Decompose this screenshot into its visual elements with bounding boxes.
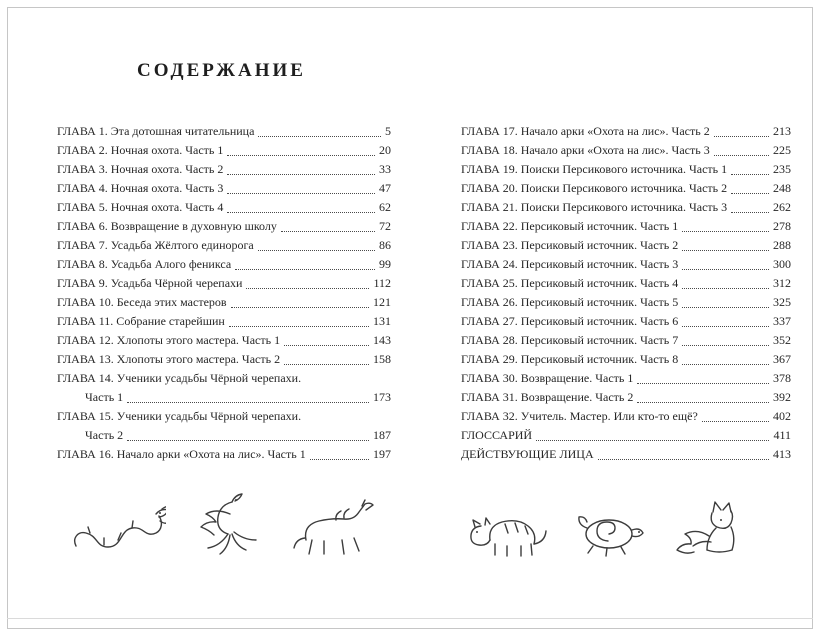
illustration-row-right bbox=[472, 498, 732, 558]
chapter-title: ГЛАВА 20. Поиски Персикового источника. Часть 2 bbox=[461, 181, 728, 195]
toc-entry bbox=[57, 445, 391, 464]
page-number: 392 bbox=[773, 390, 791, 404]
dot-leader bbox=[682, 231, 769, 232]
dot-leader bbox=[682, 269, 769, 270]
page-number: 262 bbox=[773, 200, 791, 214]
chapter-title: ГЛАВА 32. Учитель. Мастер. Или кто-то ещё? bbox=[461, 409, 698, 423]
toc-entry bbox=[461, 369, 791, 388]
qilin-illustration bbox=[292, 498, 384, 558]
page-number: 337 bbox=[773, 314, 791, 328]
toc-entry bbox=[57, 312, 391, 331]
dot-leader bbox=[682, 345, 769, 346]
dot-leader bbox=[682, 364, 769, 365]
dot-leader bbox=[127, 440, 369, 441]
chapter-title: ГЛАВА 14. Ученики усадьбы Чёрной черепахи. bbox=[57, 371, 302, 385]
chapter-title: ГЛАВА 15. Ученики усадьбы Чёрной черепахи. bbox=[57, 409, 302, 423]
chapter-title: ГЛАВА 13. Хлопоты этого мастера. Часть 2 bbox=[57, 352, 281, 366]
chapter-title: ГЛАВА 26. Персиковый источник. Часть 5 bbox=[461, 295, 679, 309]
chapter-title: ГЛАВА 22. Персиковый источник. Часть 1 bbox=[461, 219, 679, 233]
chapter-title: ГЛАВА 27. Персиковый источник. Часть 6 bbox=[461, 314, 679, 328]
toc-entry bbox=[461, 388, 791, 407]
chapter-title: ГЛАВА 25. Персиковый источник. Часть 4 bbox=[461, 276, 679, 290]
toc-entry bbox=[461, 236, 791, 255]
chapter-title: ГЛАВА 28. Персиковый источник. Часть 7 bbox=[461, 333, 679, 347]
toc-entry bbox=[57, 293, 391, 312]
toc-entry bbox=[461, 179, 791, 198]
page-number: 197 bbox=[373, 447, 391, 461]
chapter-title: ГЛАВА 3. Ночная охота. Часть 2 bbox=[57, 162, 224, 176]
tiger-illustration bbox=[465, 500, 549, 558]
dot-leader bbox=[731, 174, 769, 175]
chapter-title: ГЛАВА 18. Начало арки «Охота на лис». Часть 3 bbox=[461, 143, 710, 157]
dot-leader bbox=[246, 288, 369, 289]
dot-leader bbox=[731, 193, 769, 194]
toc-entry bbox=[461, 331, 791, 350]
chapter-title: ГЛАВА 5. Ночная охота. Часть 4 bbox=[57, 200, 224, 214]
dot-leader bbox=[714, 155, 769, 156]
chapter-title: ГЛАВА 11. Собрание старейшин bbox=[57, 314, 225, 328]
page-number: 225 bbox=[773, 143, 791, 157]
dot-leader bbox=[227, 155, 375, 156]
page-number: 402 bbox=[773, 409, 791, 423]
toc-entry bbox=[461, 122, 791, 141]
page-number: 248 bbox=[773, 181, 791, 195]
dot-leader bbox=[731, 212, 769, 213]
chapter-title: ГЛАВА 6. Возвращение в духовную школу bbox=[57, 219, 277, 233]
chapter-title: ГЛАВА 1. Эта дотошная читательница bbox=[57, 124, 255, 138]
page-number: 131 bbox=[373, 314, 391, 328]
page-number: 288 bbox=[773, 238, 791, 252]
toc-entry bbox=[57, 217, 391, 236]
chapter-title: ГЛАВА 23. Персиковый источник. Часть 2 bbox=[461, 238, 679, 252]
chapter-title: ГЛАВА 31. Возвращение. Часть 2 bbox=[461, 390, 634, 404]
page-number: 33 bbox=[379, 162, 391, 176]
page-number: 378 bbox=[773, 371, 791, 385]
page-number: 86 bbox=[379, 238, 391, 252]
toc-entry bbox=[461, 274, 791, 293]
toc-entry bbox=[461, 255, 791, 274]
chapter-title: ГЛАВА 7. Усадьба Жёлтого единорога bbox=[57, 238, 254, 252]
dot-leader bbox=[702, 421, 769, 422]
page-number: 99 bbox=[379, 257, 391, 271]
fox-illustration bbox=[669, 498, 739, 558]
toc-entry bbox=[57, 160, 391, 179]
illustration-row-left bbox=[62, 492, 392, 558]
dot-leader bbox=[714, 136, 769, 137]
dot-leader bbox=[598, 459, 769, 460]
dot-leader bbox=[227, 212, 375, 213]
chapter-title: ГЛАВА 16. Начало арки «Охота на лис». Часть 1 bbox=[57, 447, 306, 461]
toc-entry bbox=[57, 331, 391, 350]
page-number: 300 bbox=[773, 257, 791, 271]
dot-leader bbox=[229, 326, 369, 327]
dot-leader bbox=[127, 402, 369, 403]
toc-entry bbox=[461, 426, 791, 445]
chapter-title: ГЛАВА 24. Персиковый источник. Часть 3 bbox=[461, 257, 679, 271]
toc-entry bbox=[57, 274, 391, 293]
toc-entry bbox=[57, 369, 391, 407]
toc-entry bbox=[461, 217, 791, 236]
dot-leader bbox=[637, 402, 769, 403]
chapter-title: ГЛАВА 8. Усадьба Алого феникса bbox=[57, 257, 232, 271]
dot-leader bbox=[310, 459, 369, 460]
chapter-title: ГЛАВА 2. Ночная охота. Часть 1 bbox=[57, 143, 224, 157]
toc-entry bbox=[461, 445, 791, 464]
page-number: 312 bbox=[773, 276, 791, 290]
toc-entry bbox=[461, 293, 791, 312]
toc-entry bbox=[57, 255, 391, 274]
turtle-illustration bbox=[569, 502, 649, 558]
chapter-title: ГЛАВА 29. Персиковый источник. Часть 8 bbox=[461, 352, 679, 366]
dot-leader bbox=[227, 193, 375, 194]
dot-leader bbox=[682, 326, 769, 327]
page-number: 278 bbox=[773, 219, 791, 233]
dot-leader bbox=[235, 269, 375, 270]
chapter-title: ГЛАВА 17. Начало арки «Охота на лис». Часть 2 bbox=[461, 124, 710, 138]
page-edge-line bbox=[7, 618, 813, 619]
dot-leader bbox=[231, 307, 369, 308]
chapter-part: Часть 1 bbox=[85, 390, 124, 404]
toc-entry bbox=[57, 236, 391, 255]
chapter-title: ГЛАВА 21. Поиски Персикового источника. Часть 3 bbox=[461, 200, 728, 214]
toc-entry bbox=[461, 407, 791, 426]
page-number: 143 bbox=[373, 333, 391, 347]
page-number: 213 bbox=[773, 124, 791, 138]
dot-leader bbox=[258, 250, 375, 251]
toc-entry bbox=[57, 179, 391, 198]
toc-entry bbox=[57, 407, 391, 445]
phoenix-illustration bbox=[192, 492, 266, 558]
page-number: 72 bbox=[379, 219, 391, 233]
page-number: 47 bbox=[379, 181, 391, 195]
page-number: 20 bbox=[379, 143, 391, 157]
dot-leader bbox=[284, 364, 369, 365]
toc-entry bbox=[57, 122, 391, 141]
page-number: 112 bbox=[373, 276, 391, 290]
chapter-part: Часть 2 bbox=[85, 428, 124, 442]
chapter-title: ГЛОССАРИЙ bbox=[461, 428, 533, 442]
toc-entry bbox=[461, 160, 791, 179]
page-number: 158 bbox=[373, 352, 391, 366]
dot-leader bbox=[536, 440, 769, 441]
page-number: 413 bbox=[773, 447, 791, 461]
toc-entry bbox=[461, 350, 791, 369]
page-number: 187 bbox=[373, 428, 391, 442]
page-number: 62 bbox=[379, 200, 391, 214]
page-number: 5 bbox=[385, 124, 391, 138]
toc-entry bbox=[57, 141, 391, 160]
chapter-title: ГЛАВА 19. Поиски Персикового источника. Часть 1 bbox=[461, 162, 728, 176]
dot-leader bbox=[227, 174, 375, 175]
chapter-title: ГЛАВА 10. Беседа этих мастеров bbox=[57, 295, 227, 309]
toc-entry bbox=[461, 141, 791, 160]
page-number: 411 bbox=[773, 428, 791, 442]
dot-leader bbox=[258, 136, 381, 137]
dot-leader bbox=[682, 307, 769, 308]
toc-column-left bbox=[57, 122, 391, 464]
page-number: 352 bbox=[773, 333, 791, 347]
dragon-illustration bbox=[70, 500, 166, 558]
toc-entry bbox=[57, 198, 391, 217]
chapter-title: ГЛАВА 12. Хлопоты этого мастера. Часть 1 bbox=[57, 333, 281, 347]
chapter-title: ГЛАВА 9. Усадьба Чёрной черепахи bbox=[57, 276, 243, 290]
dot-leader bbox=[281, 231, 375, 232]
toc-entry bbox=[57, 350, 391, 369]
dot-leader bbox=[284, 345, 369, 346]
page-number: 173 bbox=[373, 390, 391, 404]
toc-column-right bbox=[461, 122, 791, 464]
dot-leader bbox=[682, 288, 769, 289]
page-number: 235 bbox=[773, 162, 791, 176]
toc-entry bbox=[461, 198, 791, 217]
page-title: СОДЕРЖАНИЕ bbox=[137, 60, 306, 81]
page-number: 367 bbox=[773, 352, 791, 366]
dot-leader bbox=[637, 383, 769, 384]
dot-leader bbox=[682, 250, 769, 251]
page-number: 121 bbox=[373, 295, 391, 309]
chapter-title: ДЕЙСТВУЮЩИЕ ЛИЦА bbox=[461, 447, 594, 461]
chapter-title: ГЛАВА 4. Ночная охота. Часть 3 bbox=[57, 181, 224, 195]
toc-entry bbox=[461, 312, 791, 331]
chapter-title: ГЛАВА 30. Возвращение. Часть 1 bbox=[461, 371, 634, 385]
page-number: 325 bbox=[773, 295, 791, 309]
